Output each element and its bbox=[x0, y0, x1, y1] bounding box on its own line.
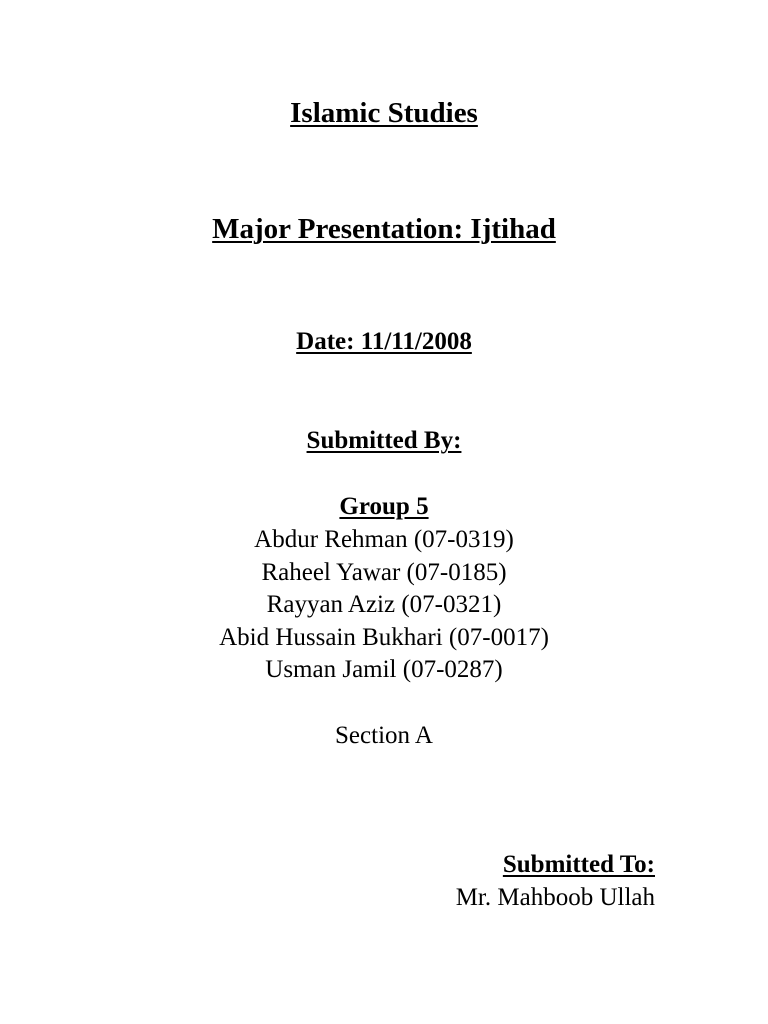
member-name: Rayyan Aziz (07-0321) bbox=[266, 591, 502, 618]
instructor-name: Mr. Mahboob Ullah bbox=[455, 884, 655, 911]
presentation-subtitle: Major Presentation: Ijtihad bbox=[212, 213, 556, 245]
group-label: Group 5 bbox=[339, 493, 429, 520]
presentation-date: Date: 11/11/2008 bbox=[296, 328, 472, 355]
member-name: Abdur Rehman (07-0319) bbox=[254, 526, 514, 553]
member-name: Usman Jamil (07-0287) bbox=[265, 656, 503, 683]
section-label: Section A bbox=[335, 722, 433, 749]
member-name: Raheel Yawar (07-0185) bbox=[261, 559, 507, 586]
submitted-to-label: Submitted To: bbox=[502, 851, 655, 878]
member-name: Abid Hussain Bukhari (07-0017) bbox=[219, 624, 549, 651]
submitted-by-label: Submitted By: bbox=[306, 427, 462, 454]
document-title: Islamic Studies bbox=[290, 97, 478, 129]
